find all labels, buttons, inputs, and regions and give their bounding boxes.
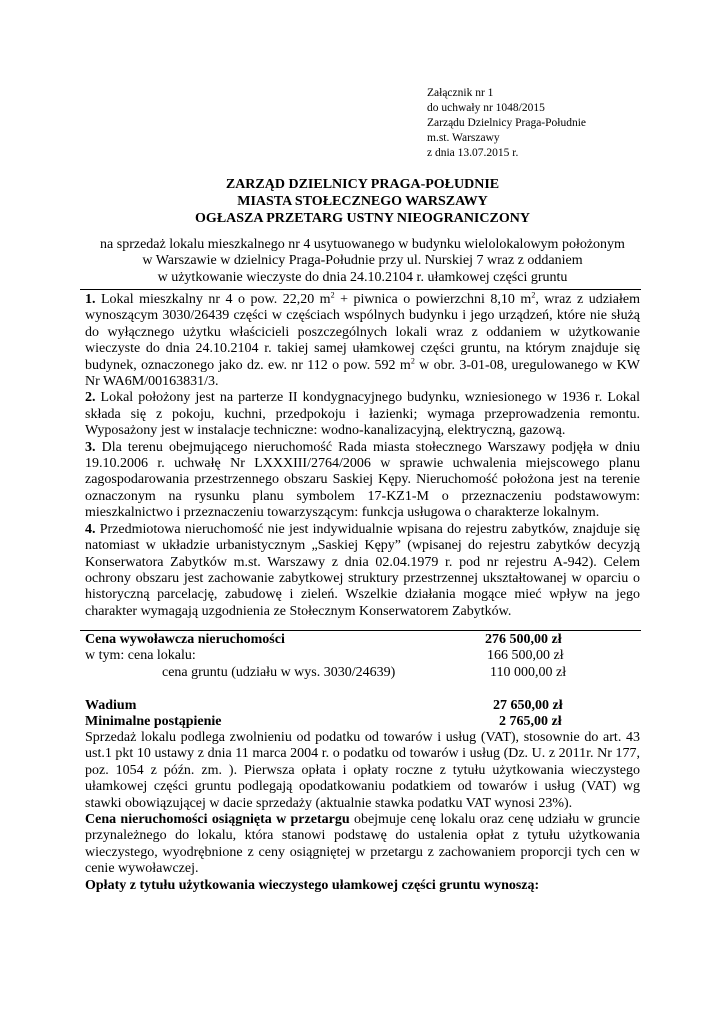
min-bid-row bbox=[85, 714, 640, 730]
deposit-value: 27 650,00 zł bbox=[493, 697, 563, 713]
annex-line: Zarządu Dzielnicy Praga-Południe bbox=[427, 117, 587, 129]
intro-line: w Warszawie w dzielnicy Praga-Południe przy ul. Nurskiej 7 wraz z oddaniem bbox=[142, 253, 583, 269]
achieved-price-term: Cena nieruchomości osiągnięta w przetargu bbox=[85, 812, 350, 828]
property-description bbox=[85, 292, 640, 620]
heading-line: ZARZĄD DZIELNICY PRAGA-POŁUDNIE bbox=[225, 177, 500, 192]
price-table bbox=[85, 632, 640, 730]
table-border-middle bbox=[80, 630, 641, 631]
land-price-row bbox=[85, 665, 640, 681]
land-price-value: 110 000,00 zł bbox=[490, 664, 567, 680]
section-number: 3. bbox=[85, 439, 96, 455]
min-bid-label: Minimalne postąpienie bbox=[85, 713, 222, 729]
land-price-label: cena gruntu (udziału w wys. 3030/24639) bbox=[162, 664, 396, 680]
section-1: 1. Lokal mieszkalny nr 4 o pow. 22,20 $m^2$ + piwnica o powierzchni 8,10 $m^2$, wraz z udziałem wynoszącym 3030/26439 części w częściach wspólnych budynku i jego urządzeń, które nie służą do wyłącznego użytku właścicieli poszczególnych lokali wraz z oddaniem w użytkowanie wieczyste do dnia 24.10.2104 r. takiej samej ułamkowej części gruntu, na którym znajduje się budynek, oznaczonego jako dz. ew. nr 112 o pow. 592 $m^2$ w obr. 3-01-08, uregulowanego w KW Nr WA6M/00163831/3. bbox=[85, 290, 641, 390]
document-heading bbox=[0, 176, 725, 227]
deposit-label: Wadium bbox=[85, 697, 137, 713]
unit-price-value: 166 500,00 zł bbox=[487, 648, 564, 664]
min-bid-value: 2 765,00 zł bbox=[499, 713, 562, 729]
starting-price-label: Cena wywoławcza nieruchomości bbox=[85, 632, 285, 647]
starting-price-value: 276 500,00 zł bbox=[485, 632, 562, 647]
annex-line: z dnia 13.07.2015 r. bbox=[427, 147, 519, 159]
starting-price-row bbox=[85, 632, 640, 648]
section-number: 4. bbox=[85, 521, 96, 537]
unit-price-label: w tym: cena lokalu: bbox=[85, 648, 196, 664]
heading-line: MIASTA STOŁECZNEGO WARSZAWY bbox=[237, 194, 488, 209]
section-3: 3. Dla terenu obejmującego nieruchomość Rada miasta stołecznego Warszawy podjęła w dniu 19.10.2006 r. uchwałę Nr LXXXIII/2764/2006 w sprawie uchwalenia miejscowego planu zagospodarowania przestrzennego obszaru Saskiej Kępy. Nieruchomość położona jest na terenie oznaczonym na rysunku planu symbolem 17-KZ1-M o przeznaczeniu podstawowym: mieszkalnictwo i przeznaczeniu towarzyszącym: funkcja usługowa o charakterze lokalnym. bbox=[85, 439, 640, 521]
deposit-row bbox=[85, 698, 640, 714]
fees-heading: Opłaty z tytułu użytkowania wieczystego ułamkowej części gruntu wynoszą: bbox=[85, 877, 540, 893]
sale-subject-intro bbox=[0, 237, 725, 286]
heading-line: OGŁASZA PRZETARG USTNY NIEOGRANICZONY bbox=[195, 211, 530, 226]
annex-line: do uchwały nr 1048/2015 bbox=[427, 102, 545, 114]
section-4: 4. Przedmiotowa nieruchomość nie jest indywidualnie wpisana do rejestru zabytków, znajduje się natomiast w układzie urbanistycznym „Saskiej Kępy” (wpisanej do rejestru zabytków decyzją Konserwatora Zabytków m.st. Warszawy z dnia 02.04.1979 r. pod nr rejestru A-942). Celem ochrony obszaru jest zachowanie zabytkowej struktury przestrzennej ukształtowanej w oparciu o historyczną parcelację, zabudowę i zieleń. Wszelkie działania mogące mieć wpływ na jego charakter wymagają uzgodnienia ze Stołecznym Konserwatorem Zabytków. bbox=[85, 521, 640, 619]
sale-conditions bbox=[85, 730, 640, 894]
achieved-price-paragraph: Cena nieruchomości osiągnięta w przetargu obejmuje cenę lokalu oraz cenę udziału w gruncie przynależnego do lokalu, która stanowi podstawę do ustalenia opłat z tytułu użytkowania wieczystego, wyodrębnione z ceny osiągniętej w przetargu z zachowaniem proporcji tych cen w cenie wywoławczej. bbox=[85, 812, 640, 877]
intro-line: na sprzedaż lokalu mieszkalnego nr 4 usytuowanego w budynku wielolokalowym położonym bbox=[100, 237, 625, 252]
unit-price-row bbox=[85, 648, 640, 664]
annex-reference bbox=[427, 86, 586, 161]
section-2: 2. Lokal położony jest na parterze II kondygnacyjnego budynku, wzniesionego w 1936 r. Lokal składa się z pokoju, kuchni, przedpokoju i łazienki; wymaga przeprowadzenia remontu. Wyposażony jest w instalacje techniczne: wodno-kanalizacyjną, elektryczną, gazową. bbox=[85, 390, 640, 439]
section-number: 2. bbox=[85, 390, 96, 406]
annex-line: m.st. Warszawy bbox=[427, 132, 500, 144]
intro-line: w użytkowanie wieczyste do dnia 24.10.2104 r. ułamkowej części gruntu bbox=[157, 269, 568, 285]
annex-line: Załącznik nr 1 bbox=[427, 87, 494, 99]
section-number: 1. bbox=[85, 292, 96, 307]
vat-paragraph: Sprzedaż lokalu podlega zwolnieniu od podatku od towarów i usług (VAT), stosownie do art. 43 ust.1 pkt 10 ustawy z dnia 11 marca 2004 r. o podatku od towarów i usług (Dz. U. z 2011r. Nr 177, poz. 1054 z późn. zm. ). Pierwsza opłata i opłaty roczne z tytułu użytkowania wieczystego ułamkowej części gruntu podlegają opodatkowaniu podatkiem od towarów i usług (VAT) wg stawki obowiązującej w dacie sprzedaży (aktualnie stawka podatku VAT wynosi 23%). bbox=[85, 730, 640, 811]
table-border-top bbox=[80, 289, 641, 290]
